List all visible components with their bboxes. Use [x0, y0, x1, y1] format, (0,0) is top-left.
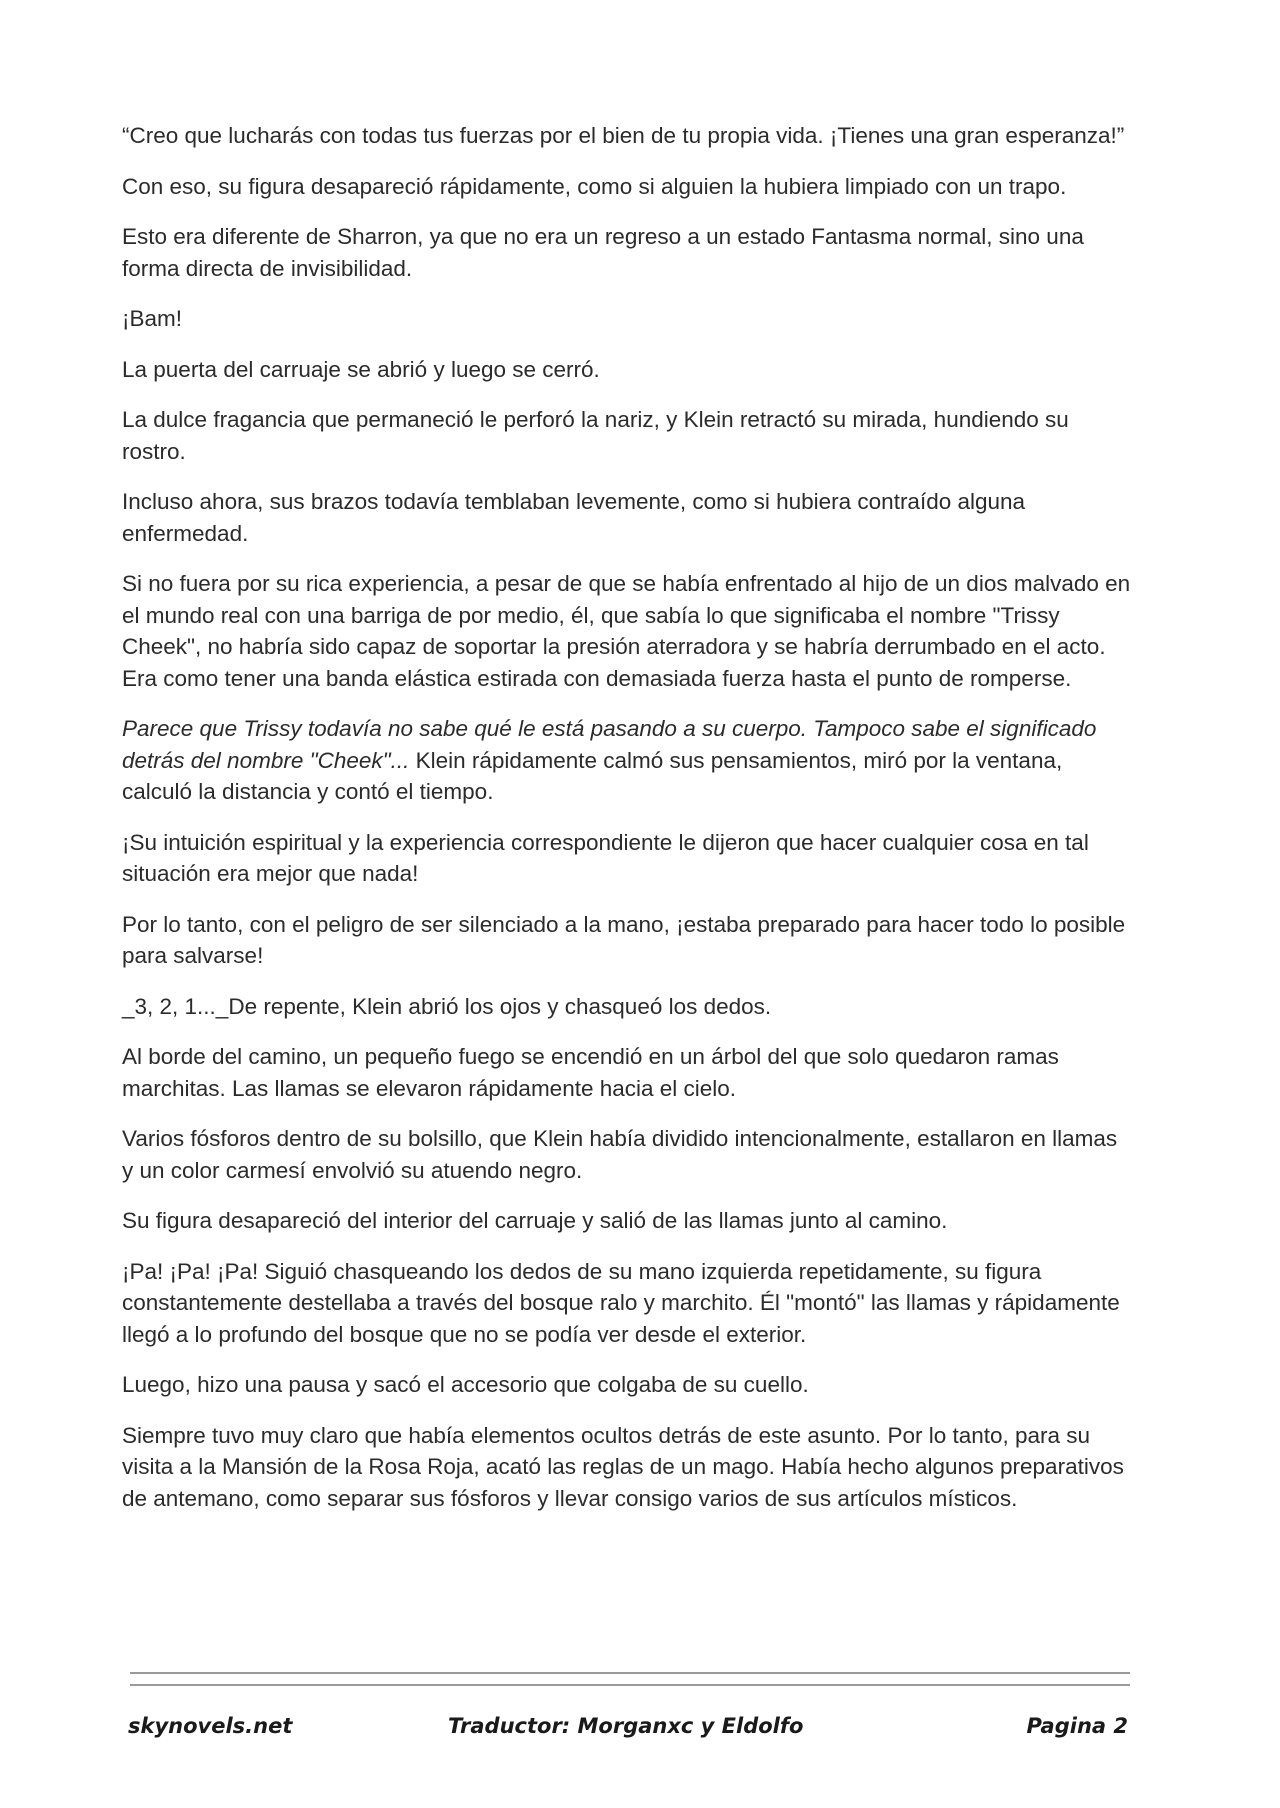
- footer-divider-bottom: [130, 1684, 1130, 1686]
- footer-divider-top: [130, 1672, 1130, 1674]
- paragraph: “Creo que lucharás con todas tus fuerzas por el bien de tu propia vida. ¡Tienes una gran esperanza!”: [122, 123, 1125, 148]
- paragraph: Siempre tuvo muy claro que había elementos ocultos detrás de este asunto. Por lo tanto, para su visita a la Mansión de la Rosa Roja, acató las reglas de un mago. Había hecho algunos preparativos de antemano, como separar sus fósforos y llevar consigo varios de sus artículos místicos.: [122, 1422, 1124, 1511]
- footer-page-number: Pagina 2: [1026, 1714, 1128, 1738]
- footer-translator: Traductor: Morganxc y Eldolfo: [448, 1714, 804, 1738]
- paragraph: Esto era diferente de Sharron, ya que no era un regreso a un estado Fantasma normal, sino una forma directa de invisibilidad.: [122, 224, 1084, 281]
- paragraph: ¡Bam!: [122, 306, 183, 331]
- paragraph: La puerta del carruaje se abrió y luego se cerró.: [122, 356, 600, 382]
- paragraph: Varios fósforos dentro de su bolsillo, que Klein había dividido intencionalmente, estallaron en llamas y un color carmesí envolvió su atuendo negro.: [122, 1126, 1118, 1183]
- page-footer: [128, 1714, 1128, 1750]
- paragraph: Si no fuera por su rica experiencia, a pesar de que se había enfrentado al hijo de un dios malvado en el mundo real con una barriga de por medio, él, que sabía lo que significaba el nombre "Trissy Cheek", no habría sido capaz de soportar la presión aterradora y se habría derrumbado en el acto. Era como tener una banda elástica estirada con demasiada fuerza hasta el punto de romperse.: [122, 571, 1131, 691]
- paragraph: Al borde del camino, un pequeño fuego se encendió en un árbol del que solo quedaron ramas marchitas. Las llamas se elevaron rápidamente hacia el cielo.: [122, 1044, 1059, 1101]
- paragraph: ¡Su intuición espiritual y la experiencia correspondiente le dijeron que hacer cualquier cosa en tal situación era mejor que nada!: [122, 829, 1089, 886]
- paragraph-continuation: Klein rápidamente calmó sus pensamientos, miró por la ventana, calculó la distancia y contó el tiempo.: [122, 747, 1063, 804]
- italic-thought: Parece que Trissy todavía no sabe qué le está pasando a su cuerpo. Tampoco sabe el significado detrás del nombre "Cheek"...: [122, 716, 1097, 773]
- paragraph: La dulce fragancia que permaneció le perforó la nariz, y Klein retractó su mirada, hundiendo su rostro.: [122, 407, 1069, 464]
- paragraph: Por lo tanto, con el peligro de ser silenciado a la mano, ¡estaba preparado para hacer todo lo posible para salvarse!: [122, 911, 1126, 968]
- paragraph: ¡Pa! ¡Pa! ¡Pa! Siguió chasqueando los dedos de su mano izquierda repetidamente, su figura constantemente destellaba a través del bosque ralo y marchito. Él "montó" las llamas y rápidamente llegó a lo profundo del bosque que no se podía ver desde el exterior.: [122, 1258, 1120, 1347]
- paragraph: Su figura desapareció del interior del carruaje y salió de las llamas junto al camino.: [122, 1208, 948, 1233]
- chapter-text: [122, 120, 1132, 1533]
- paragraph: Incluso ahora, sus brazos todavía temblaban levemente, como si hubiera contraído alguna enfermedad.: [122, 489, 1026, 546]
- paragraph: Luego, hizo una pausa y sacó el accesorio que colgaba de su cuello.: [122, 1372, 809, 1397]
- paragraph: [122, 713, 1132, 808]
- paragraph: _3, 2, 1..._De repente, Klein abrió los ojos y chasqueó los dedos.: [122, 993, 772, 1019]
- footer-site: skynovels.net: [128, 1714, 293, 1738]
- paragraph: Con eso, su figura desapareció rápidamente, como si alguien la hubiera limpiado con un trapo.: [122, 173, 1067, 199]
